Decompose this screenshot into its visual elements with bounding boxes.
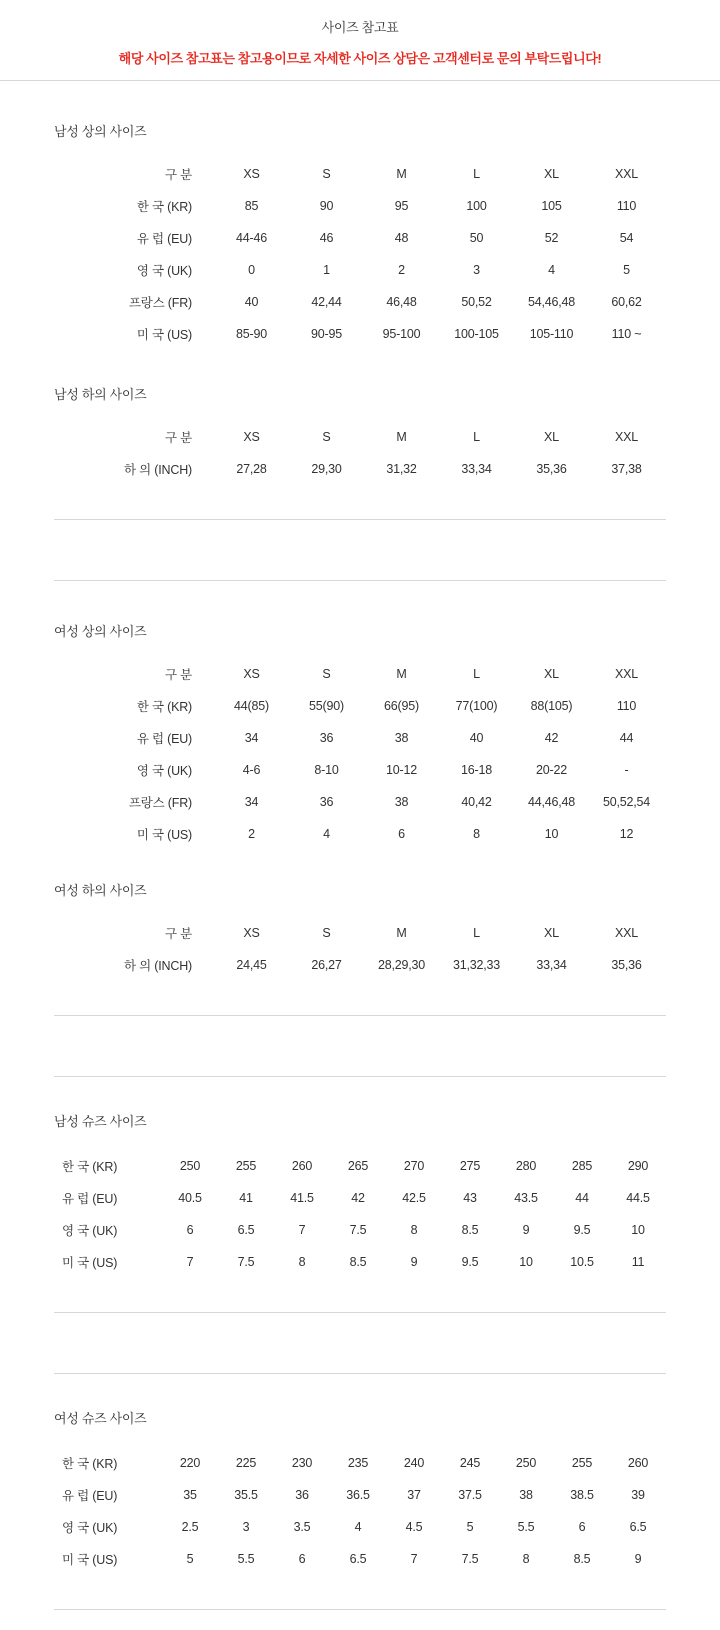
cell: 44: [575, 1191, 589, 1205]
cell: 44: [619, 731, 634, 745]
cell: 260: [627, 1456, 649, 1470]
column-header: 구 분: [164, 668, 192, 682]
table-row: [64, 453, 664, 485]
cell: 10: [519, 1255, 533, 1269]
cell: 35: [183, 1488, 197, 1502]
row-label: 미 국 (US): [136, 828, 192, 842]
column-header: 구 분: [164, 927, 192, 941]
cell: 5.5: [517, 1520, 535, 1534]
column-header: XS: [243, 167, 260, 181]
row-label: 유 럽 (EU): [62, 1192, 118, 1206]
cell: 110: [616, 699, 637, 713]
cell: 7: [410, 1552, 418, 1566]
cell: 9.5: [573, 1223, 591, 1237]
cell: 37: [407, 1488, 421, 1502]
cell: 27,28: [236, 462, 267, 476]
column-header: M: [396, 167, 407, 181]
column-header: L: [473, 167, 480, 181]
cell: 7: [298, 1223, 306, 1237]
table-row: [64, 818, 664, 850]
cell: 5: [186, 1552, 194, 1566]
cell: 85: [244, 199, 259, 213]
cell: 2.5: [181, 1520, 199, 1534]
cell: 8.5: [349, 1255, 367, 1269]
row-label: 유 럽 (EU): [136, 232, 192, 246]
column-header: S: [322, 430, 331, 444]
spacer: [54, 1130, 666, 1150]
cell: 6.5: [237, 1223, 255, 1237]
cell: 95: [394, 199, 409, 213]
table-women-top: [64, 658, 664, 850]
spacer: [0, 1610, 720, 1630]
row-label: 프랑스 (FR): [128, 296, 192, 310]
cell: 37.5: [458, 1488, 482, 1502]
cell: 6: [398, 827, 405, 841]
row-label: 미 국 (US): [62, 1256, 118, 1270]
cell: 4: [323, 827, 330, 841]
row-label: 한 국 (KR): [136, 700, 192, 714]
cell: 8.5: [573, 1552, 591, 1566]
cell: 36.5: [346, 1488, 370, 1502]
column-header: S: [322, 167, 331, 181]
cell: 37,38: [611, 462, 642, 476]
cell: 46,48: [386, 295, 417, 309]
table-women-bottom: [64, 917, 664, 981]
cell: 270: [403, 1159, 425, 1173]
table-row: [64, 254, 664, 286]
table-men-shoes: [54, 1150, 666, 1278]
cell: 50,52,54: [602, 795, 651, 809]
cell: 42: [351, 1191, 365, 1205]
spacer: [0, 1016, 720, 1076]
cell: 34: [244, 731, 259, 745]
cell: 6.5: [629, 1520, 647, 1534]
cell: 40.5: [178, 1191, 202, 1205]
table-row: [54, 1246, 666, 1278]
cell: -: [624, 763, 629, 777]
cell: 43.5: [514, 1191, 538, 1205]
cell: 46: [319, 231, 334, 245]
row-label: 영 국 (UK): [62, 1224, 118, 1238]
table-men-top: [64, 158, 664, 350]
section-men-top: [0, 121, 720, 350]
cell: 38: [394, 795, 409, 809]
section-women-top: [0, 621, 720, 850]
table-row: [64, 754, 664, 786]
spacer: [0, 1077, 720, 1111]
row-label: 유 럽 (EU): [136, 732, 192, 746]
cell: 40: [244, 295, 259, 309]
cell: 250: [515, 1456, 537, 1470]
cell: 9: [634, 1552, 642, 1566]
cell: 90-95: [311, 327, 342, 341]
column-header: M: [396, 430, 407, 444]
column-header: XXL: [614, 430, 639, 444]
cell: 10.5: [570, 1255, 594, 1269]
table-row: [54, 1479, 666, 1511]
column-header: L: [473, 667, 480, 681]
cell: 44(85): [234, 699, 269, 713]
spacer: [0, 1313, 720, 1373]
cell: 44,46,48: [527, 795, 576, 809]
cell: 36: [295, 1488, 309, 1502]
cell: 8: [410, 1223, 418, 1237]
cell: 10: [631, 1223, 645, 1237]
cell: 3: [473, 263, 480, 277]
column-header: XL: [544, 667, 559, 681]
cell: 290: [627, 1159, 649, 1173]
section-title-men-bottom: 남성 하의 사이즈: [54, 387, 147, 402]
table-row: [64, 690, 664, 722]
cell: 42: [544, 731, 559, 745]
cell: 36: [319, 795, 334, 809]
cell: 36: [319, 731, 334, 745]
table-header-row: [64, 421, 664, 453]
cell: 250: [179, 1159, 201, 1173]
table-row: [64, 190, 664, 222]
cell: 2: [248, 827, 255, 841]
cell: 0: [248, 263, 255, 277]
cell: 7.5: [461, 1552, 479, 1566]
spacer: [54, 640, 666, 658]
cell: 4: [548, 263, 555, 277]
cell: 9: [522, 1223, 530, 1237]
cell: 24,45: [236, 958, 267, 972]
cell: 60,62: [611, 295, 642, 309]
table-header-row: [64, 917, 664, 949]
cell: 38: [519, 1488, 533, 1502]
cell: 48: [394, 231, 409, 245]
cell: 100-105: [454, 327, 499, 341]
table-row: [64, 949, 664, 981]
table-row: [54, 1150, 666, 1182]
cell: 110 ~: [611, 327, 642, 341]
cell: 10: [544, 827, 559, 841]
cell: 43: [463, 1191, 477, 1205]
spacer: [0, 520, 720, 580]
cell: 52: [544, 231, 559, 245]
row-label: 한 국 (KR): [136, 200, 192, 214]
section-women-shoes: [0, 1408, 720, 1575]
cell: 285: [571, 1159, 593, 1173]
cell: 280: [515, 1159, 537, 1173]
row-label: 하 의 (INCH): [124, 463, 192, 477]
table-row: [54, 1543, 666, 1575]
spacer: [54, 403, 666, 421]
cell: 5.5: [237, 1552, 255, 1566]
cell: 77(100): [455, 699, 498, 713]
cell: 245: [459, 1456, 481, 1470]
cell: 240: [403, 1456, 425, 1470]
cell: 55(90): [309, 699, 344, 713]
row-label: 미 국 (US): [136, 328, 192, 342]
cell: 85-90: [236, 327, 267, 341]
table-row: [54, 1447, 666, 1479]
spacer: [54, 899, 666, 917]
table-row: [64, 722, 664, 754]
column-header: XXL: [614, 167, 639, 181]
section-title-women-bottom: 여성 하의 사이즈: [54, 883, 147, 898]
table-row: [64, 786, 664, 818]
cell: 26,27: [311, 958, 342, 972]
cell: 2: [398, 263, 405, 277]
cell: 54,46,48: [527, 295, 576, 309]
table-men-bottom: [64, 421, 664, 485]
spacer: [0, 485, 720, 519]
cell: 110: [616, 199, 637, 213]
cell: 31,32,33: [452, 958, 501, 972]
table-row: [64, 286, 664, 318]
column-header: M: [396, 926, 407, 940]
cell: 38.5: [570, 1488, 594, 1502]
cell: 220: [179, 1456, 201, 1470]
cell: 54: [619, 231, 634, 245]
cell: 40: [469, 731, 484, 745]
cell: 4-6: [242, 763, 261, 777]
spacer: [0, 850, 720, 880]
cell: 50: [469, 231, 484, 245]
table-header-row: [64, 658, 664, 690]
row-label: 한 국 (KR): [62, 1457, 118, 1471]
column-header: 구 분: [164, 431, 192, 445]
cell: 3.5: [293, 1520, 311, 1534]
cell: 255: [235, 1159, 257, 1173]
cell: 38: [394, 731, 409, 745]
section-title-men-shoes: 남성 슈즈 사이즈: [54, 1114, 147, 1129]
spacer: [0, 1575, 720, 1609]
section-women-bottom: [0, 880, 720, 981]
section-title-men-top: 남성 상의 사이즈: [54, 124, 147, 139]
column-header: S: [322, 926, 331, 940]
column-header: XXL: [614, 926, 639, 940]
column-header: XL: [544, 167, 559, 181]
table-women-shoes: [54, 1447, 666, 1575]
row-label: 하 의 (INCH): [124, 959, 192, 973]
cell: 235: [347, 1456, 369, 1470]
cell: 12: [619, 827, 634, 841]
cell: 8-10: [314, 763, 339, 777]
cell: 230: [291, 1456, 313, 1470]
cell: 66(95): [384, 699, 419, 713]
row-label: 한 국 (KR): [62, 1160, 118, 1174]
cell: 225: [235, 1456, 257, 1470]
cell: 105-110: [529, 327, 574, 341]
cell: 42,44: [311, 295, 342, 309]
cell: 5: [623, 263, 630, 277]
cell: 35.5: [234, 1488, 258, 1502]
section-men-shoes: [0, 1111, 720, 1278]
spacer: [0, 581, 720, 621]
cell: 5: [466, 1520, 474, 1534]
cell: 7.5: [237, 1255, 255, 1269]
cell: 8.5: [461, 1223, 479, 1237]
cell: 34: [244, 795, 259, 809]
cell: 9: [410, 1255, 418, 1269]
cell: 6: [298, 1552, 306, 1566]
table-row: [64, 222, 664, 254]
cell: 20-22: [536, 763, 567, 777]
cell: 16-18: [461, 763, 492, 777]
cell: 260: [291, 1159, 313, 1173]
cell: 10-12: [386, 763, 417, 777]
cell: 33,34: [461, 462, 492, 476]
cell: 7.5: [349, 1223, 367, 1237]
section-men-bottom: [0, 384, 720, 485]
column-header: XS: [243, 667, 260, 681]
page-title: 사이즈 참고표: [321, 20, 399, 35]
row-label: 유 럽 (EU): [62, 1489, 118, 1503]
spacer: [54, 1427, 666, 1447]
spacer: [0, 81, 720, 121]
cell: 41.5: [290, 1191, 314, 1205]
row-label: 프랑스 (FR): [128, 796, 192, 810]
cell: 28,29,30: [377, 958, 426, 972]
cell: 33,34: [536, 958, 567, 972]
cell: 105: [541, 199, 562, 213]
column-header: L: [473, 430, 480, 444]
table-row: [54, 1214, 666, 1246]
notice-text: 해당 사이즈 참고표는 참고용이므로 자세한 사이즈 상담은 고객센터로 문의 부탁드립니다!: [118, 51, 602, 66]
cell: 7: [186, 1255, 194, 1269]
table-row: [64, 318, 664, 350]
table-row: [54, 1182, 666, 1214]
cell: 8: [298, 1255, 306, 1269]
cell: 50,52: [461, 295, 492, 309]
cell: 41: [239, 1191, 253, 1205]
cell: 44.5: [626, 1191, 650, 1205]
row-label: 영 국 (UK): [136, 764, 192, 778]
cell: 4.5: [405, 1520, 423, 1534]
spacer: [0, 350, 720, 384]
cell: 275: [459, 1159, 481, 1173]
column-header: XXL: [614, 667, 639, 681]
column-header: XL: [544, 430, 559, 444]
row-label: 미 국 (US): [62, 1553, 118, 1567]
section-title-women-top: 여성 상의 사이즈: [54, 624, 147, 639]
column-header: XS: [243, 926, 260, 940]
column-header: XL: [544, 926, 559, 940]
column-header: L: [473, 926, 480, 940]
row-label: 영 국 (UK): [62, 1521, 118, 1535]
spacer: [54, 140, 666, 158]
cell: 39: [631, 1488, 645, 1502]
section-title-women-shoes: 여성 슈즈 사이즈: [54, 1411, 147, 1426]
cell: 40,42: [461, 795, 492, 809]
cell: 29,30: [311, 462, 342, 476]
column-header: S: [322, 667, 331, 681]
cell: 265: [347, 1159, 369, 1173]
cell: 3: [242, 1520, 250, 1534]
cell: 8: [522, 1552, 530, 1566]
cell: 44-46: [236, 231, 267, 245]
cell: 88(105): [530, 699, 573, 713]
cell: 6: [186, 1223, 194, 1237]
cell: 95-100: [382, 327, 421, 341]
cell: 1: [323, 263, 330, 277]
cell: 42.5: [402, 1191, 426, 1205]
row-label: 영 국 (UK): [136, 264, 192, 278]
cell: 9.5: [461, 1255, 479, 1269]
spacer: [0, 1278, 720, 1312]
cell: 35,36: [611, 958, 642, 972]
column-header: M: [396, 667, 407, 681]
cell: 35,36: [536, 462, 567, 476]
cell: 31,32: [386, 462, 417, 476]
table-row: [54, 1511, 666, 1543]
spacer: [0, 981, 720, 1015]
cell: 11: [631, 1255, 645, 1269]
cell: 255: [571, 1456, 593, 1470]
cell: 100: [466, 199, 487, 213]
cell: 6.5: [349, 1552, 367, 1566]
cell: 90: [319, 199, 334, 213]
cell: 4: [354, 1520, 362, 1534]
column-header: XS: [243, 430, 260, 444]
cell: 8: [473, 827, 480, 841]
table-header-row: [64, 158, 664, 190]
column-header: 구 분: [164, 168, 192, 182]
cell: 6: [578, 1520, 586, 1534]
spacer: [0, 1374, 720, 1408]
